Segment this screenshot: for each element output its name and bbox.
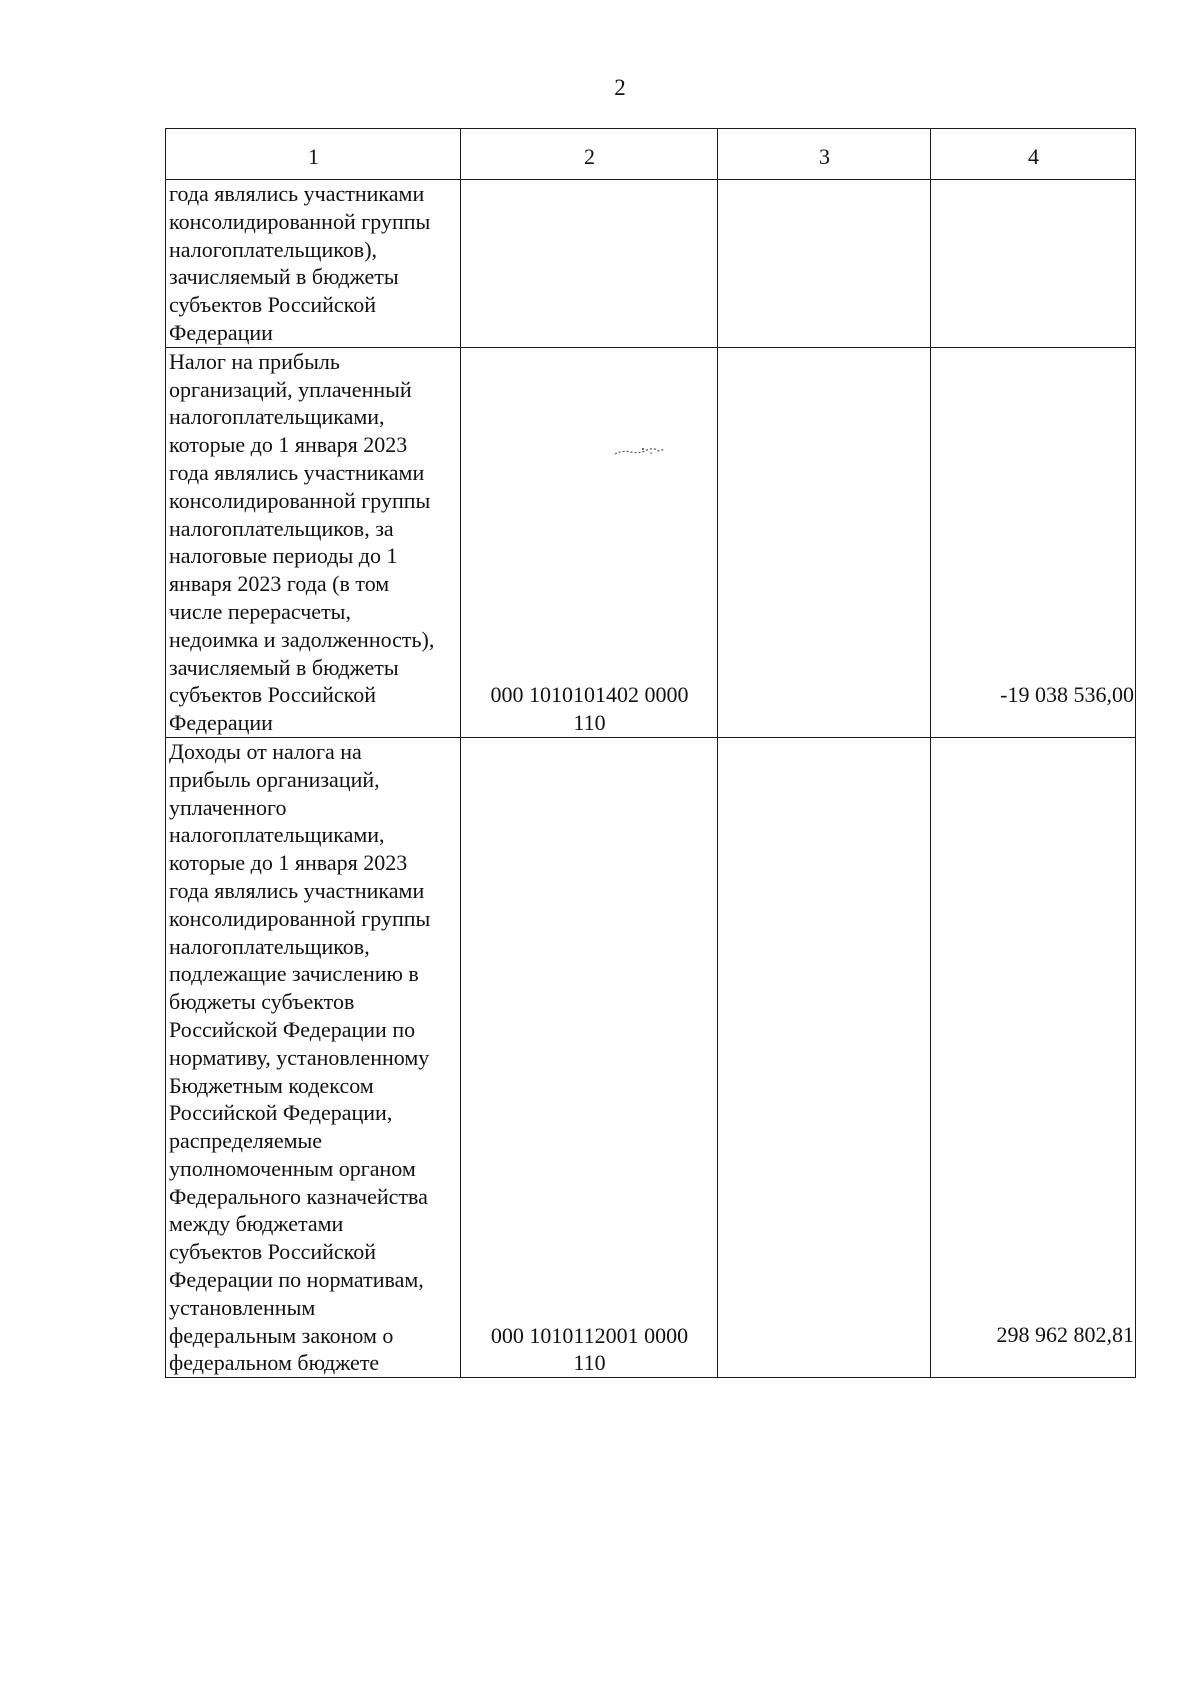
page-number: 2 xyxy=(614,75,626,100)
revenue-code-cell xyxy=(461,180,718,348)
header-col-4: 4 xyxy=(931,129,1136,180)
column-3-cell xyxy=(718,180,931,348)
table-row xyxy=(166,180,1136,348)
amount-cell: 298 962 802,81 xyxy=(931,737,1136,1377)
revenue-code-cell: 000 1010112001 0000 110 xyxy=(461,737,718,1377)
header-col-2: 2 xyxy=(461,129,718,180)
revenue-name-cell: года являлись участниками консолидированной группы налогоплательщиков), зачисляемый в бюджеты субъектов Российской Федерации xyxy=(166,180,461,348)
column-3-cell xyxy=(718,347,931,737)
budget-revenue-table xyxy=(165,128,1136,1378)
amount-cell xyxy=(931,180,1136,348)
revenue-name-cell: Налог на прибыль организаций, уплаченный налогоплательщиками, которые до 1 января 2023 года являлись участниками консолидированной группы налогоплательщиков, за налоговые периоды до 1 января 2023 года (в том числе перерасчеты, недоимка и задолженность), зачисляемый в бюджеты субъектов Российской Федерации xyxy=(166,347,461,737)
header-col-1: 1 xyxy=(166,129,461,180)
revenue-name-cell: Доходы от налога на прибыль организаций, уплаченного налогоплательщиками, которые до 1 января 2023 года являлись участниками консолидированной группы налогоплательщиков, подлежащие зачислению в бюджеты субъектов Российской Федерации по нормативу, установленному Бюджетным кодексом Российской Федерации, распределяемые уполномоченным органом Федерального казначейства между бюджетами субъектов Российской Федерации по нормативам, установленным федеральным законом о федеральном бюджете xyxy=(166,737,461,1377)
table-row xyxy=(166,347,1136,737)
column-3-cell xyxy=(718,737,931,1377)
table-row xyxy=(166,737,1136,1377)
revenue-code-cell: 000 1010101402 0000 110 xyxy=(461,347,718,737)
header-row xyxy=(166,129,1136,180)
header-col-3: 3 xyxy=(718,129,931,180)
amount-cell: -19 038 536,00 xyxy=(931,347,1136,737)
